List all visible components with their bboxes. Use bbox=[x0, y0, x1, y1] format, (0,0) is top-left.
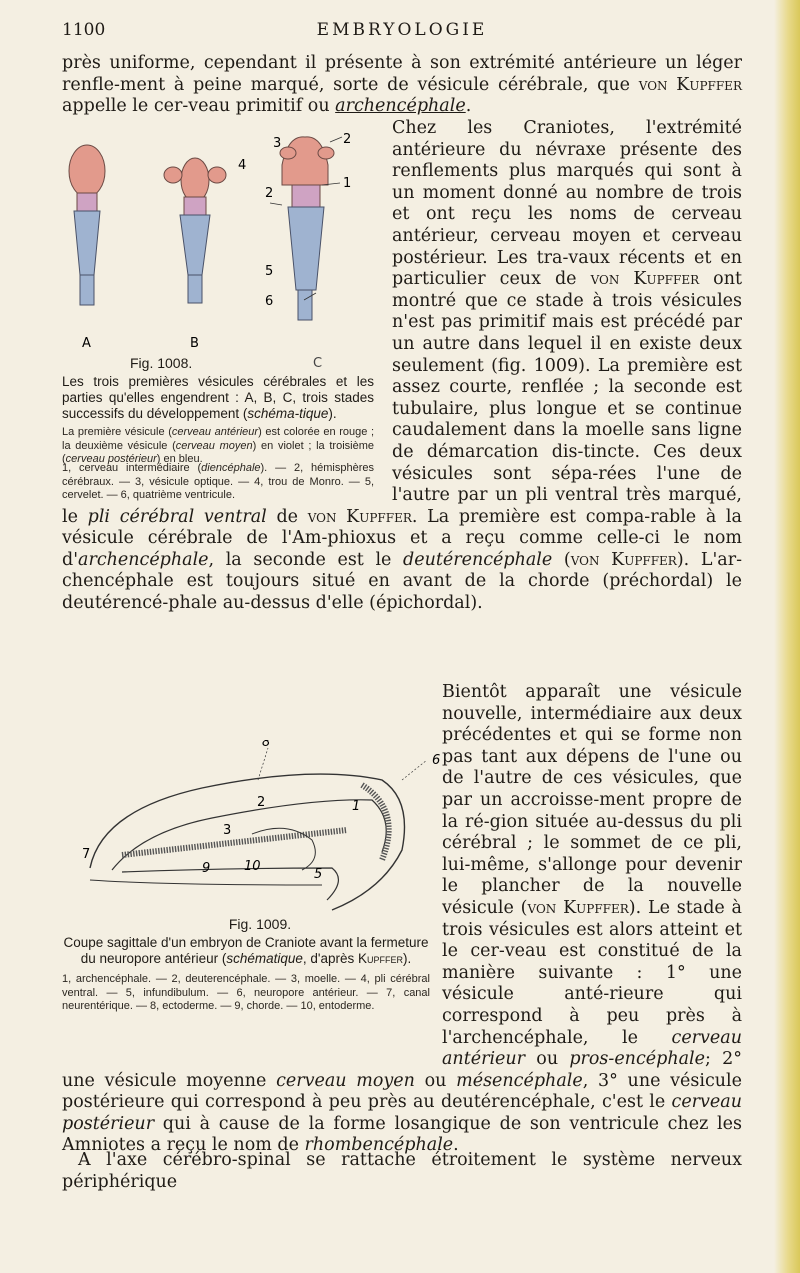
label-4: 4 bbox=[238, 158, 247, 173]
figure-1009-title: Fig. 1009. bbox=[228, 916, 292, 932]
paragraph-peripheral: A l'axe cérébro-spinal se rattache étroitement le système nerveux périphérique bbox=[62, 1150, 742, 1192]
label-6: 6 bbox=[265, 294, 274, 309]
figure-1009-legend: 1, archencéphale. — 2, deuterencéphale. — 3, moelle. — 4, pli cérébral ventral. — 5, infundibulum. — 6, neuropore antérieur. — 7, canal neurentérique. — 8, ectoderme. — 9, chorde. — 10, entoderme. bbox=[62, 973, 430, 1012]
label-7: 7 bbox=[82, 847, 91, 862]
figure-1008-note-colors: La première vésicule (cerveau antérieur) est colorée en rouge ; la deuxième vésicule (cerveau moyen) en violet ; la troisième (cerveau postérieur) en bleu. bbox=[62, 426, 375, 465]
label-2: 2 bbox=[343, 132, 352, 147]
figure-1009-caption: Coupe sagittale d'un embryon de Craniote avant la fermeture du neuropore antérieur (schématique, d'après Kupffer). bbox=[63, 935, 429, 966]
label-1: 1 bbox=[352, 799, 361, 814]
page-header bbox=[62, 20, 742, 46]
label-10: 10 bbox=[244, 859, 261, 874]
label-8: 8 bbox=[262, 740, 271, 750]
label-b: B bbox=[190, 336, 199, 350]
label-3: 3 bbox=[223, 823, 232, 838]
paragraph-three-vesicles: Bientôt apparaît une vésicule nouvelle, intermédiaire aux deux précédentes et qui se forme non pas tant aux dépens de l'une ou de l'autre de ces vésicules, que par un accroisse-ment propre de la ré-gion située au-dessus du pli cérébral ; le sommet de ce pli, lui-même, s'allonge pour devenir le plancher de la nouvelle vésicule (von Kupffer). Le stade à trois vésicules est alors atteint et le cer-veau est constitué de la manière suivante : 1° une vésicule anté-rieure qui correspond à peu près à l'archencéphale, le cerveau antérieur ou pros-encéphale; 2° une vésicule moyenne cerveau moyen ou mésencéphale, 3° une vésicule postérieure qui correspond à peu près au deutérencéphale, c'est le cerveau postérieur qui à cause de la forme losangique de son ventricule chez les Amniotes a reçu le nom de rhombencéphale. bbox=[62, 682, 742, 1156]
figure-1008-caption: Les trois premières vésicules cérébrales et les parties qu'elles engendrent : A, B, C, trois stades successifs du développement (schéma-tique). bbox=[62, 374, 374, 421]
label-a: A bbox=[82, 336, 91, 350]
label-6: 6 bbox=[432, 753, 441, 768]
page-number: 1100 bbox=[62, 20, 106, 40]
figure-1008-title: Fig. 1008. bbox=[130, 355, 193, 371]
label-1: 1 bbox=[343, 176, 352, 191]
label-2: 2 bbox=[257, 795, 266, 810]
label-3: 3 bbox=[273, 136, 282, 151]
figure-1008-note-legend: 1, cerveau intermédiaire (diencéphale). — 2, hémisphères cérébraux. — 3, vésicule optique. — 4, trou de Monro. — 5, cervelet. — 6, quatrième ventricule. bbox=[62, 462, 374, 501]
label-5: 5 bbox=[314, 867, 323, 882]
label-c: C bbox=[313, 356, 323, 371]
label-5: 5 bbox=[265, 264, 274, 279]
label-9: 9 bbox=[202, 861, 211, 876]
page-edge bbox=[774, 0, 800, 1273]
label-2b: 2 bbox=[265, 186, 274, 201]
paragraph-craniotes: Chez les Craniotes, l'extrémité antérieure du névraxe présente des renflements plus marqués qui sont à un moment donné au nombre de trois et ont reçu les noms de cerveau antérieur, cerveau moyen et cerveau postérieur. Les tra-vaux récents et en particulier ceux de von Kupffer ont montré que ce stade à trois vésicules n'est pas primitif mais est précédé par un autre dans lequel il en existe deux seulement (fig. 1009). La première est assez courte, renflée ; la seconde est tubulaire, plus longue et se continue caudalement dans la moelle sans ligne de démarcation dis-tincte. Ces deux vésicules sont sépa-rées l'une de l'autre par un pli ventral très marqué, le pli cérébral ventral de von Kupffer. La première est compa-rable à la vésicule cérébrale de l'Am-phioxus et a reçu comme celle-ci le nom d'archencéphale, la seconde est le deutérencéphale (von Kupffer). L'ar-chencéphale est toujours situé en avant de la chorde (préchordal) le deutérencé-phale au-dessus d'elle (épichordal). bbox=[62, 118, 742, 614]
running-title: EMBRYOLOGIE bbox=[316, 20, 488, 40]
paragraph-intro: près uniforme, cependant il présente à son extrémité antérieure un léger renfle-ment à peine marqué, sorte de vésicule cérébrale, que von Kupffer appelle le cer-veau primitif ou archencéphale. bbox=[62, 53, 742, 117]
